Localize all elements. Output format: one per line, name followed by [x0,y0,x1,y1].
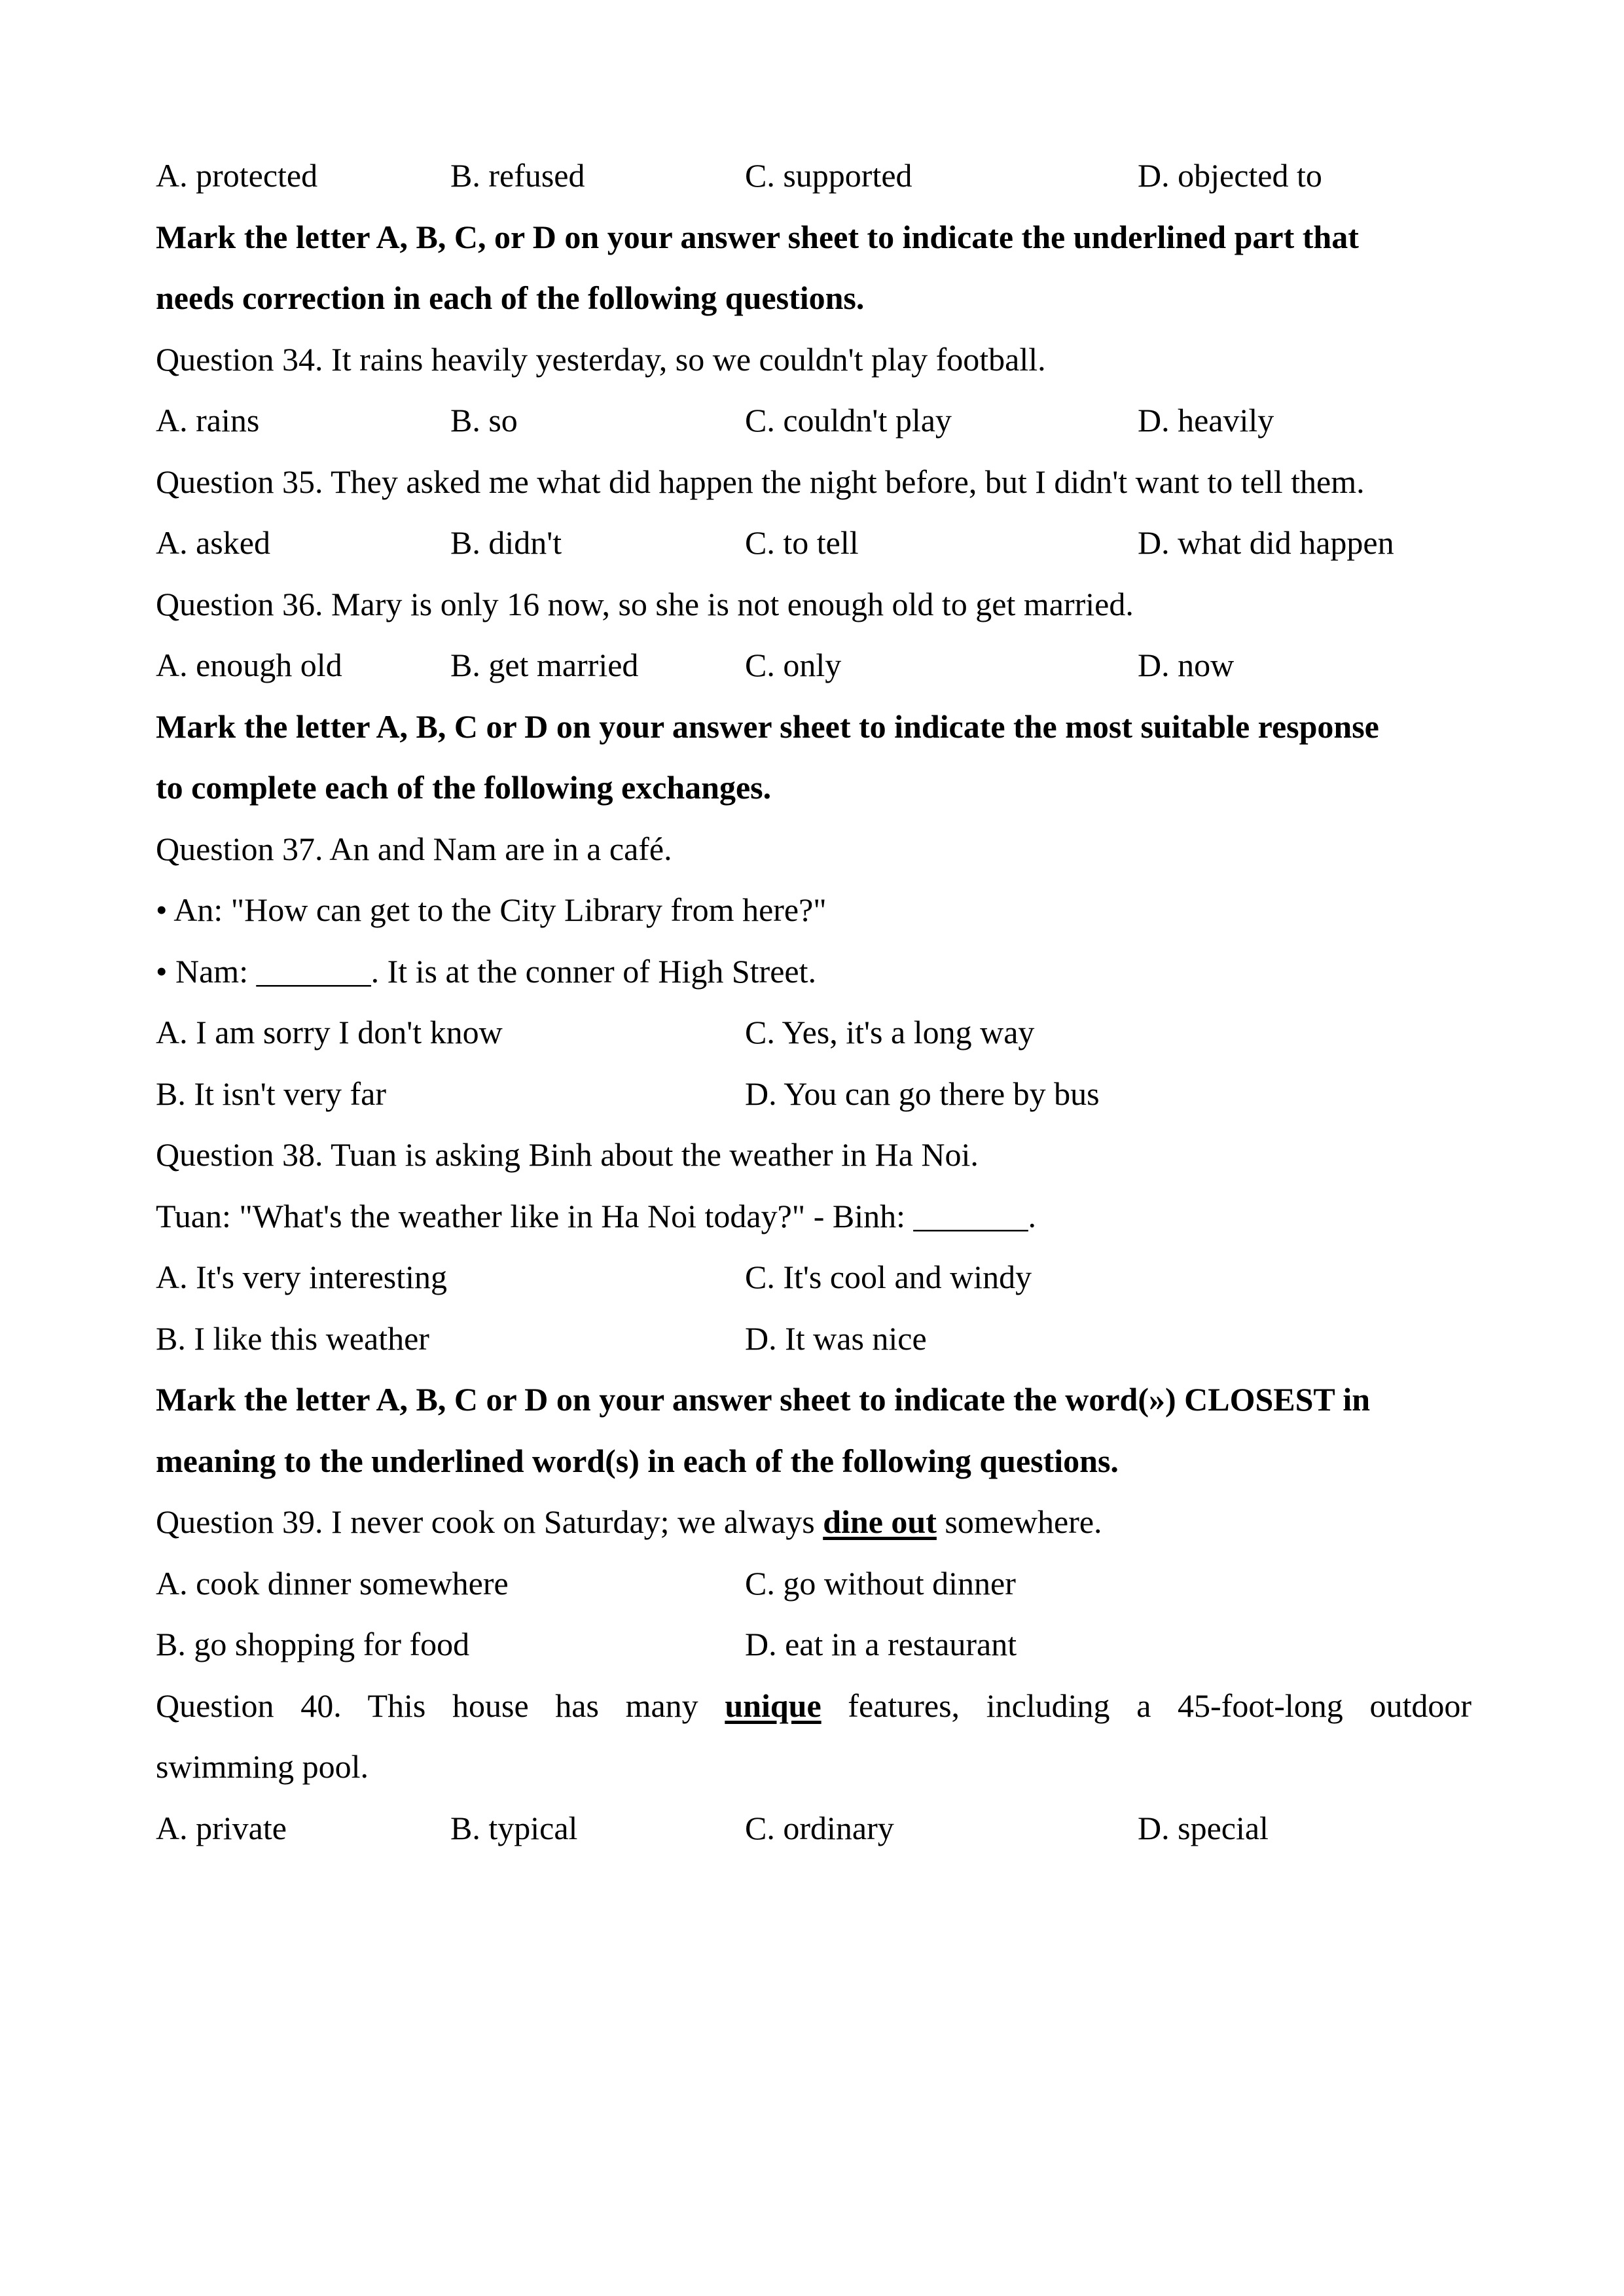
q39-underlined-phrase: dine out [823,1503,937,1540]
q37-option-a: A. I am sorry I don't know [156,1014,503,1050]
q34-option-d: D. heavily [1138,402,1274,439]
q35-stem: Question 35. They asked me what did happen the night before, but I didn't want to tell them. [156,463,1365,500]
q33-option-d: D. objected to [1138,157,1322,194]
q37-dialog-nam-prefix: • Nam: [156,952,257,990]
q34-option-a: A. rains [156,402,260,439]
q33-option-b: B. refused [450,157,585,194]
q38-options-row1 [156,1247,1471,1308]
q38-option-a: A. It's very interesting [156,1259,448,1295]
section-response-instruction-line2: to complete each of the following exchanges. [156,769,772,806]
q39-options-row2 [156,1614,1471,1676]
q36-option-c: C. only [745,647,842,683]
q34-option-c: C. couldn't play [745,402,952,439]
q33-options [156,145,1471,207]
q38-option-d: D. It was nice [745,1319,927,1357]
q36-option-a: A. enough old [156,647,342,683]
q36-option-b: B. get married [450,647,639,683]
q39-options-row1 [156,1553,1471,1615]
q37-dialog-an: • An: "How can get to the City Library from here?" [156,891,827,928]
q37-dialog-nam-suffix: . It is at the conner of High Street. [370,952,816,990]
q40-options [156,1798,1471,1859]
q36-options [156,635,1471,696]
q39-option-d: D. eat in a restaurant [745,1626,1017,1662]
q33-option-c: C. supported [745,157,912,194]
q35-option-c: C. to tell [745,524,859,561]
q38-option-b: B. I like this weather [156,1319,429,1357]
q35-option-b: B. didn't [450,524,562,561]
q33-option-a: A. protected [156,157,318,194]
q36-stem: Question 36. Mary is only 16 now, so she is not enough old to get married. [156,585,1134,622]
q38-stem: Question 38. Tuan is asking Binh about the weather in Ha Noi. [156,1136,979,1173]
q34-options [156,390,1471,452]
section-response-instruction-line1: Mark the letter A, B, C or D on your answer sheet to indicate the most suitable response [156,708,1379,745]
q40-stem-suffix: features, including a 45-foot-long outdoor [821,1687,1471,1724]
q37-options-row1 [156,1002,1471,1064]
q37-option-d: D. You can go there by bus [745,1075,1100,1112]
q39-stem-suffix: somewhere. [936,1503,1102,1540]
q38-options-row2 [156,1308,1471,1370]
q38-dialog-prefix: Tuan: "What's the weather like in Ha Noi today?" - Binh: [156,1197,914,1234]
q40-underlined-word: unique [725,1687,821,1724]
q38-option-c: C. It's cool and windy [745,1259,1032,1295]
exam-page [156,145,1471,1859]
q37-dialog-nam [156,941,1471,1003]
q39-option-c: C. go without dinner [745,1564,1016,1602]
q38-answer-blank: _______ [913,1197,1028,1234]
q35-option-d: D. what did happen [1138,524,1394,561]
q35-options [156,512,1471,574]
section-closest-instruction-line2: meaning to the underlined word(s) in each of the following questions. [156,1442,1119,1479]
q38-dialog-suffix: . [1028,1197,1036,1234]
q37-stem: Question 37. An and Nam are in a café. [156,830,672,867]
q39-stem-prefix: Question 39. I never cook on Saturday; we always [156,1503,823,1540]
section-error-instruction-line2: needs correction in each of the following questions. [156,279,865,316]
q40-option-d: D. special [1138,1809,1269,1846]
q34-option-b: B. so [450,402,518,439]
q35-option-a: A. asked [156,524,270,561]
q40-stem-prefix: Question 40. This house has many [156,1687,725,1724]
q39-option-a: A. cook dinner somewhere [156,1564,509,1602]
q40-option-c: C. ordinary [745,1809,894,1846]
q38-dialog [156,1186,1471,1247]
q40-option-b: B. typical [450,1809,578,1846]
q37-option-b: B. It isn't very far [156,1075,386,1112]
q40-stem-line1 [156,1676,1471,1737]
q37-options-row2 [156,1064,1471,1125]
q39-option-b: B. go shopping for food [156,1626,470,1662]
q34-stem: Question 34. It rains heavily yesterday, so we couldn't play football. [156,340,1046,378]
section-closest-instruction-line1: Mark the letter A, B, C or D on your answer sheet to indicate the word(») CLOSEST in [156,1381,1371,1418]
q36-option-d: D. now [1138,647,1235,683]
q37-option-c: C. Yes, it's a long way [745,1014,1035,1050]
q40-stem-line2: swimming pool. [156,1748,369,1785]
q39-stem [156,1492,1471,1553]
section-error-instruction-line1: Mark the letter A, B, C, or D on your answer sheet to indicate the underlined part that [156,218,1359,255]
q40-option-a: A. private [156,1809,287,1846]
q37-answer-blank: _______ [256,952,371,990]
